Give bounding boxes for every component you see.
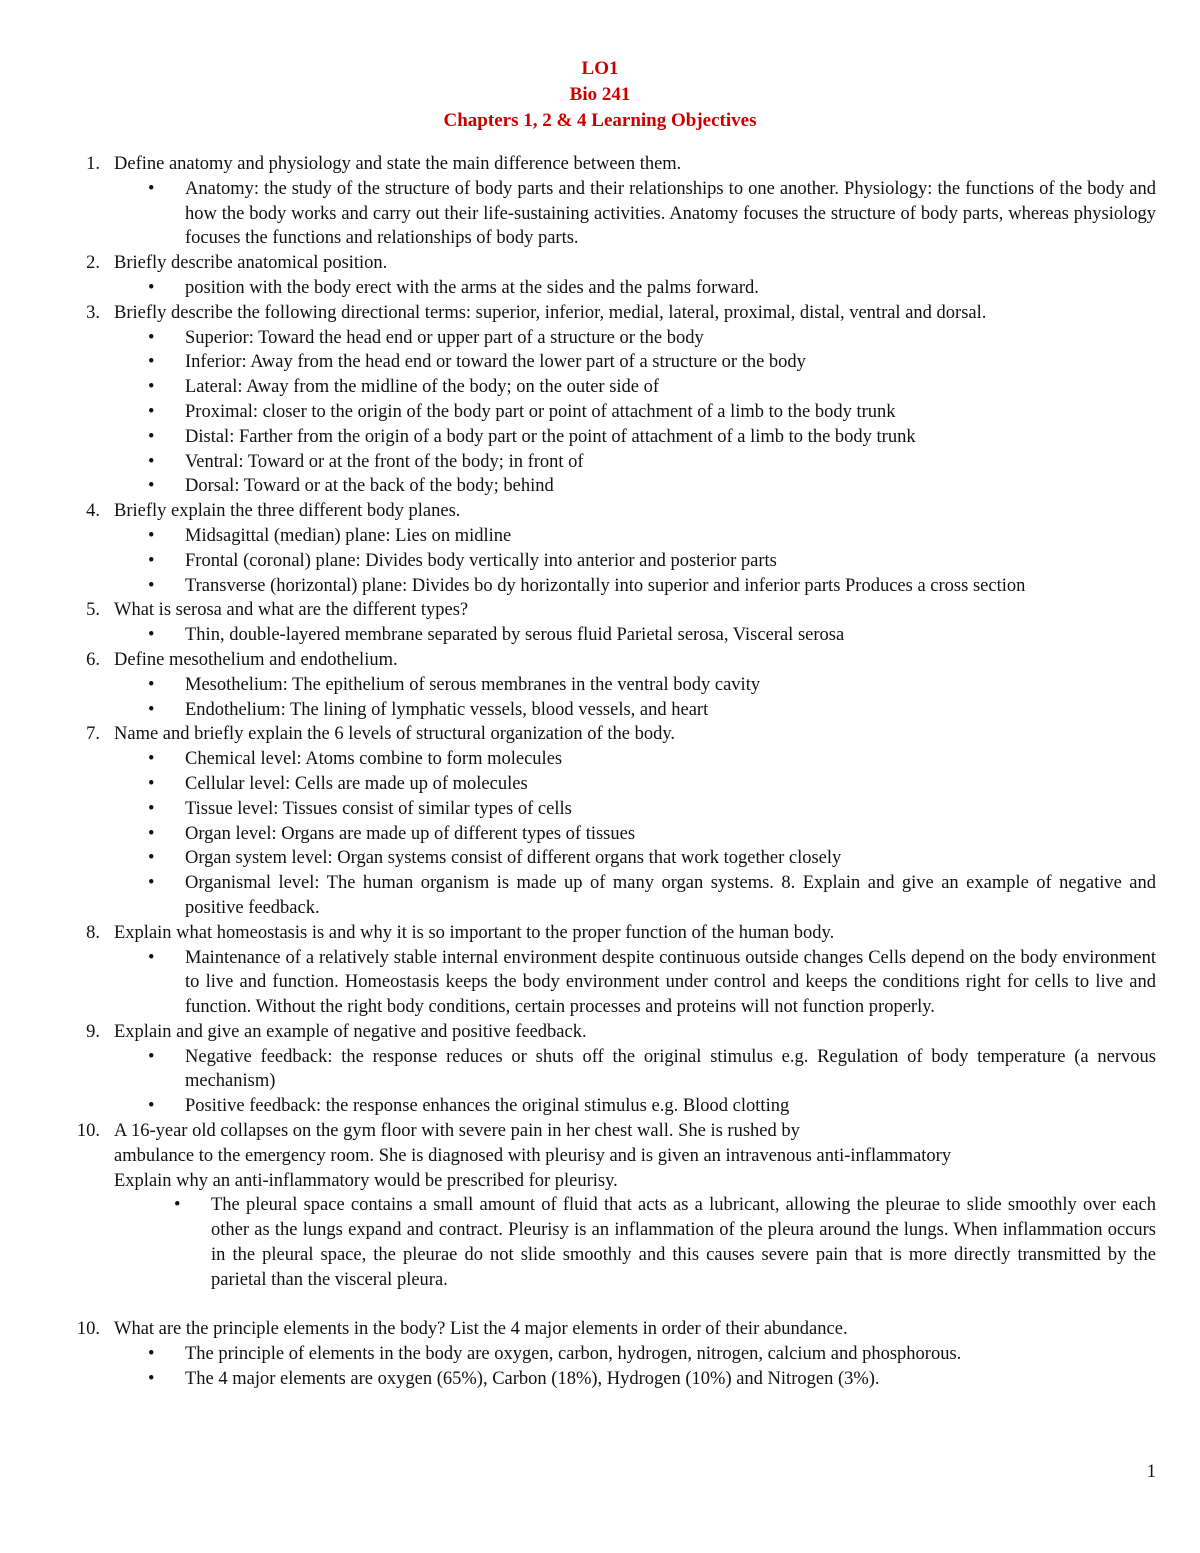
answer-text: Maintenance of a relatively stable internal environment despite continuous outside changes Cells depend on the body environment to live and function. Homeostasis keeps the body environment under control and keeps the conditions right for cells to live and function. Without the right body conditions, certain processes and proteins will not function properly. [185, 947, 1156, 1018]
answer-text: Organismal level: The human organism is made up of many organ systems. 8. Explain and give an example of negative and positive feedback. [185, 873, 1156, 918]
question-number: 7. [86, 724, 100, 745]
bullet-icon: • [148, 178, 155, 199]
bullet-icon: • [148, 873, 155, 894]
answer-bullet [76, 177, 1156, 251]
answer-bullet [76, 946, 1156, 1020]
question-item [76, 1020, 1156, 1045]
question-number: 2. [86, 253, 100, 274]
answer-text: position with the body erect with the arms at the sides and the palms forward. [185, 277, 759, 298]
answer-text: Anatomy: the study of the structure of body parts and their relationships to one another. Physiology: the functions of the body and how the body works and carry out their life-sustaining activities. Anatomy focuses the structure of body parts, whereas physiology focuses the functions and relationships of body parts. [185, 178, 1156, 249]
answer-text: The 4 major elements are oxygen (65%), Carbon (18%), Hydrogen (10%) and Nitrogen (3%). [185, 1369, 880, 1390]
answer-text: Dorsal: Toward or at the back of the body; behind [185, 476, 554, 497]
bullet-icon: • [148, 451, 155, 472]
answer-bullet [76, 846, 1156, 871]
answer-bullet [76, 822, 1156, 847]
bullet-icon: • [148, 1096, 155, 1117]
question-text: Explain what homeostasis is and why it is so important to the proper function of the human body. [114, 922, 835, 943]
answer-bullet [76, 549, 1156, 574]
answer-text: The pleural space contains a small amount of fluid that acts as a lubricant, allowing the pleurae to slide smoothly over each other as the lungs expand and contract. Pleurisy is an inflammation of the pleura around the lungs. When inflammation occurs in the pleural space, the pleurae do not slide smoothly and this causes severe pain that is more directly transmitted by the parietal than the visceral pleura. [211, 1195, 1156, 1290]
answer-bullet [76, 1342, 1156, 1367]
bullet-icon: • [148, 476, 155, 497]
answer-text: Thin, double-layered membrane separated by serous fluid Parietal serosa, Visceral serosa [185, 625, 845, 646]
bullet-icon: • [148, 1369, 155, 1390]
question-number: 1. [86, 154, 100, 174]
bullet-icon: • [148, 699, 155, 720]
question-number: 4. [86, 501, 100, 522]
answer-text: Endothelium: The lining of lymphatic vessels, blood vessels, and heart [185, 699, 709, 720]
bullet-icon: • [148, 550, 155, 571]
answer-text: Tissue level: Tissues consist of similar types of cells [185, 798, 572, 819]
question-text: A 16-year old collapses on the gym floor with severe pain in her chest wall. She is rushed by [114, 1121, 800, 1142]
header-line-2: Bio 241 [569, 84, 631, 105]
answer-text: Organ system level: Organ systems consist of different organs that work together closely [185, 848, 842, 869]
answer-bullet [76, 1094, 1156, 1119]
question-item [76, 251, 1156, 276]
answer-text: Proximal: closer to the origin of the body part or point of attachment of a limb to the body trunk [185, 401, 896, 422]
bullet-icon: • [148, 377, 155, 398]
bullet-icon: • [148, 575, 155, 596]
answer-text: Cellular level: Cells are made up of molecules [185, 773, 528, 794]
answer-bullet [76, 524, 1156, 549]
question-text: Briefly describe anatomical position. [114, 253, 388, 274]
header-line-3: Chapters 1, 2 & 4 Learning Objectives [443, 110, 757, 131]
question-continuation: Explain why an anti-inflammatory would be prescribed for pleurisy. [114, 1170, 618, 1191]
question-number: 10. [76, 1121, 100, 1142]
bullet-icon: • [148, 426, 155, 447]
answer-bullet [76, 350, 1156, 375]
question-text: Name and briefly explain the 6 levels of structural organization of the body. [114, 724, 675, 745]
answer-bullet [76, 375, 1156, 400]
question-item [76, 1119, 1156, 1144]
answer-text: Negative feedback: the response reduces or shuts off the original stimulus e.g. Regulation of body temperature (a nervous mechanism) [185, 1046, 1156, 1092]
bullet-icon: • [148, 848, 155, 869]
question-number: 9. [86, 1021, 100, 1042]
answer-text: Organ level: Organs are made up of different types of tissues [185, 823, 636, 844]
bullet-icon: • [148, 352, 155, 373]
answer-text: Frontal (coronal) plane: Divides body vertically into anterior and posterior parts [185, 550, 777, 571]
page-number: 1 [1146, 1462, 1156, 1482]
question-number: 10. [76, 1319, 100, 1340]
answer-bullet [76, 425, 1156, 450]
answer-text: Midsagittal (median) plane: Lies on midline [185, 525, 512, 546]
bullet-icon: • [148, 1344, 155, 1365]
answer-bullet [76, 1045, 1156, 1095]
question-item [76, 722, 1156, 747]
question-number: 8. [86, 922, 100, 943]
answer-bullet [76, 747, 1156, 772]
question-group [76, 152, 1156, 1119]
answer-text: Distal: Farther from the origin of a body part or the point of attachment of a limb to the body trunk [185, 426, 916, 447]
bullet-icon: • [148, 773, 155, 794]
bullet-icon: • [148, 277, 155, 298]
answer-text: Superior: Toward the head end or upper part of a structure or the body [185, 327, 704, 348]
question-item [76, 1317, 1156, 1342]
question-text: What is serosa and what are the different types? [114, 600, 469, 621]
bullet-icon: • [148, 525, 155, 546]
question-text: What are the principle elements in the body? List the 4 major elements in order of their abundance. [114, 1319, 848, 1340]
answer-bullet [76, 772, 1156, 797]
question-number: 3. [86, 302, 100, 323]
question-text: Briefly explain the three different body planes. [114, 501, 461, 522]
answer-bullet [76, 450, 1156, 475]
answer-text: The principle of elements in the body are oxygen, carbon, hydrogen, nitrogen, calcium and phosphorous. [185, 1344, 962, 1365]
answer-text: Positive feedback: the response enhances the original stimulus e.g. Blood clotting [185, 1096, 790, 1117]
question-item [76, 648, 1156, 673]
answer-text: Mesothelium: The epithelium of serous membranes in the ventral body cavity [185, 674, 761, 695]
bullet-icon: • [148, 327, 155, 348]
bullet-icon: • [148, 674, 155, 695]
bullet-icon: • [148, 947, 155, 968]
answer-bullet [76, 400, 1156, 425]
bullet-icon: • [148, 798, 155, 819]
answer-bullet [76, 326, 1156, 351]
question-item [76, 598, 1156, 623]
question-number: 6. [86, 649, 100, 670]
question-item [76, 301, 1156, 326]
question-text: Briefly describe the following directional terms: superior, inferior, medial, lateral, proximal, distal, ventral and dorsal. [114, 302, 987, 323]
bullet-icon: • [148, 749, 155, 770]
bullet-icon: • [148, 625, 155, 646]
question-number: 5. [86, 600, 100, 621]
answer-text: Lateral: Away from the midline of the body; on the outer side of [185, 377, 660, 398]
answer-bullet [76, 1193, 1156, 1292]
answer-bullet [76, 1367, 1156, 1392]
objectives-list [76, 152, 1156, 1392]
question-item [76, 921, 1156, 946]
question-text: Explain and give an example of negative and positive feedback. [114, 1021, 587, 1042]
answer-text: Ventral: Toward or at the front of the body; in front of [185, 451, 584, 472]
answer-text: Transverse (horizontal) plane: Divides bo dy horizontally into superior and inferior parts Produces a cross section [185, 575, 1026, 596]
bullet-icon: • [174, 1195, 181, 1216]
answer-text: Inferior: Away from the head end or toward the lower part of a structure or the body [185, 352, 806, 373]
document-header [0, 56, 1200, 134]
answer-bullet [76, 698, 1156, 723]
answer-bullet [76, 574, 1156, 599]
answer-bullet [76, 623, 1156, 648]
answer-bullet [76, 474, 1156, 499]
bullet-icon: • [148, 823, 155, 844]
answer-bullet [76, 797, 1156, 822]
answer-text: Chemical level: Atoms combine to form molecules [185, 749, 563, 770]
answer-bullet [76, 276, 1156, 301]
answer-bullet [76, 871, 1156, 921]
header-line-1: LO1 [581, 58, 619, 79]
bullet-icon: • [148, 401, 155, 422]
question-text: Define anatomy and physiology and state the main difference between them. [114, 154, 682, 174]
question-item [76, 152, 1156, 177]
question-text: Define mesothelium and endothelium. [114, 649, 398, 670]
bullet-icon: • [148, 1046, 155, 1067]
answer-bullet [76, 673, 1156, 698]
question-item [76, 499, 1156, 524]
spacer [76, 1293, 1156, 1318]
question-continuation: ambulance to the emergency room. She is diagnosed with pleurisy and is given an intravenous anti-inflammatory [114, 1145, 952, 1166]
